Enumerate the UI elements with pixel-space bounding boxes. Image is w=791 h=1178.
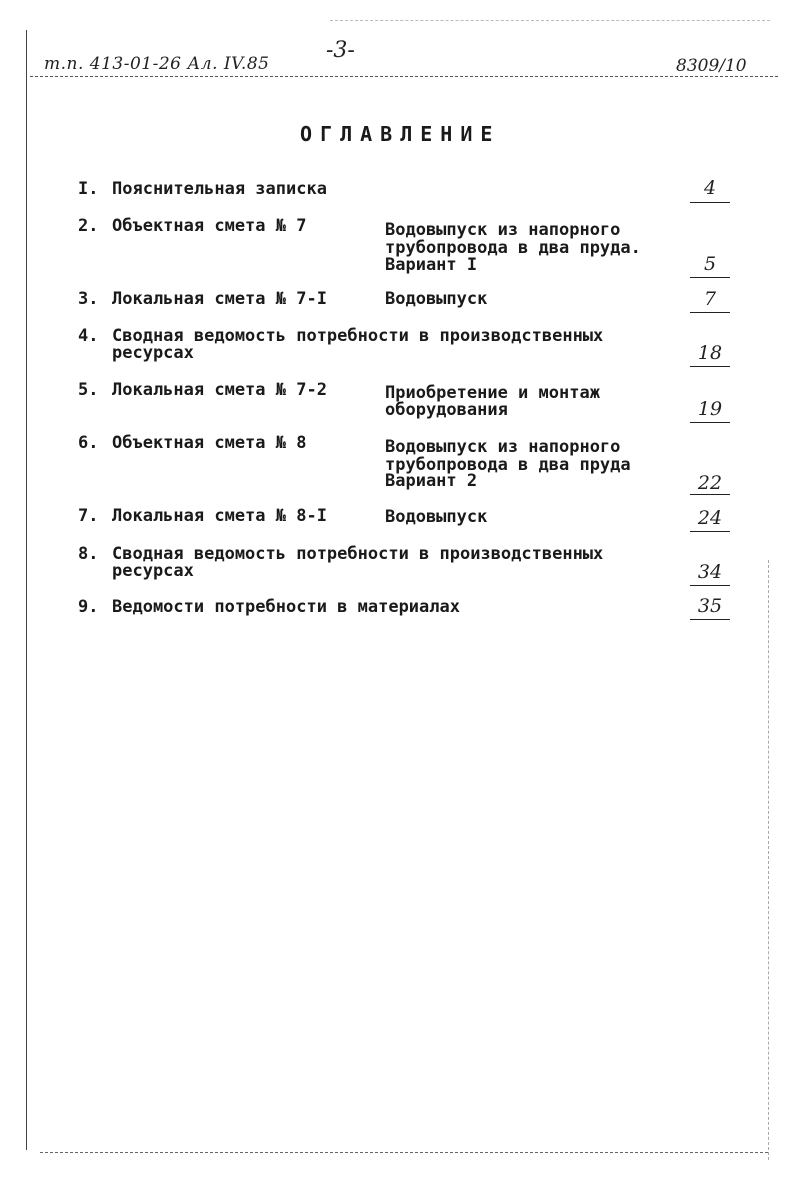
entry-description-line: Водовыпуск	[385, 289, 488, 309]
bottom-rule	[40, 1152, 768, 1153]
entry-number: 2.	[78, 216, 99, 236]
entry-description-line: Вариант I	[385, 255, 478, 275]
entry-number: I.	[78, 179, 99, 199]
page-underline	[690, 202, 730, 203]
entry-title: Объектная смета № 7	[112, 216, 307, 236]
entry-title: Пояснительная записка	[112, 179, 327, 199]
page-underline	[690, 422, 730, 423]
entry-title-continued: ресурсах	[112, 343, 194, 363]
entry-number: 8.	[78, 544, 99, 564]
page-underline	[690, 312, 730, 313]
top-dashed-rule	[330, 20, 770, 21]
entry-title: Объектная смета № 8	[112, 433, 307, 453]
left-margin-line	[26, 30, 27, 1150]
entry-page: 34	[697, 561, 723, 583]
page-underline	[690, 277, 730, 278]
entry-number: 6.	[78, 433, 99, 453]
entry-page: 19	[697, 398, 723, 420]
entry-number: 3.	[78, 289, 99, 309]
entry-number: 4.	[78, 326, 99, 346]
right-margin-line	[768, 560, 769, 1160]
entry-description-line: трубопровода в два пруда.	[385, 238, 641, 258]
page-number: -3-	[326, 38, 355, 63]
entry-number: 5.	[78, 380, 99, 400]
entry-description-line: оборудования	[385, 400, 508, 420]
entry-number: 9.	[78, 597, 99, 617]
entry-title: Ведомости потребности в материалах	[112, 597, 460, 617]
entry-page: 18	[697, 342, 723, 364]
entry-title: Локальная смета № 7-I	[112, 289, 327, 309]
entry-page: 7	[703, 288, 717, 310]
page-underline	[690, 619, 730, 620]
entry-description-line: Водовыпуск из напорного	[385, 220, 621, 240]
entry-description-line: Водовыпуск	[385, 507, 488, 527]
toc-title: ОГЛАВЛЕНИЕ	[300, 122, 501, 146]
page-underline	[690, 585, 730, 586]
entry-page: 22	[697, 472, 723, 494]
entry-description-line: Водовыпуск из напорного	[385, 437, 621, 457]
entry-description-line: Вариант 2	[385, 471, 478, 491]
entry-page: 35	[697, 595, 723, 617]
header-rule	[30, 76, 778, 77]
entry-description-line: трубопровода в два пруда	[385, 455, 631, 475]
entry-title: Сводная ведомость потребности в производственных	[112, 544, 604, 564]
page-underline	[690, 494, 730, 495]
page-underline	[690, 366, 730, 367]
entry-title-continued: ресурсах	[112, 561, 194, 581]
entry-page: 5	[703, 253, 717, 275]
page-underline	[690, 531, 730, 532]
entry-page: 4	[703, 177, 717, 199]
project-code: т.п. 413-01-26 Ал. IV.85	[44, 54, 270, 74]
entry-description-line: Приобретение и монтаж	[385, 383, 600, 403]
entry-page: 24	[697, 507, 723, 529]
archive-code: 8309/10	[676, 56, 747, 76]
entry-number: 7.	[78, 506, 99, 526]
entry-title: Локальная смета № 8-I	[112, 506, 327, 526]
entry-title: Сводная ведомость потребности в производственных	[112, 326, 604, 346]
entry-title: Локальная смета № 7-2	[112, 380, 327, 400]
